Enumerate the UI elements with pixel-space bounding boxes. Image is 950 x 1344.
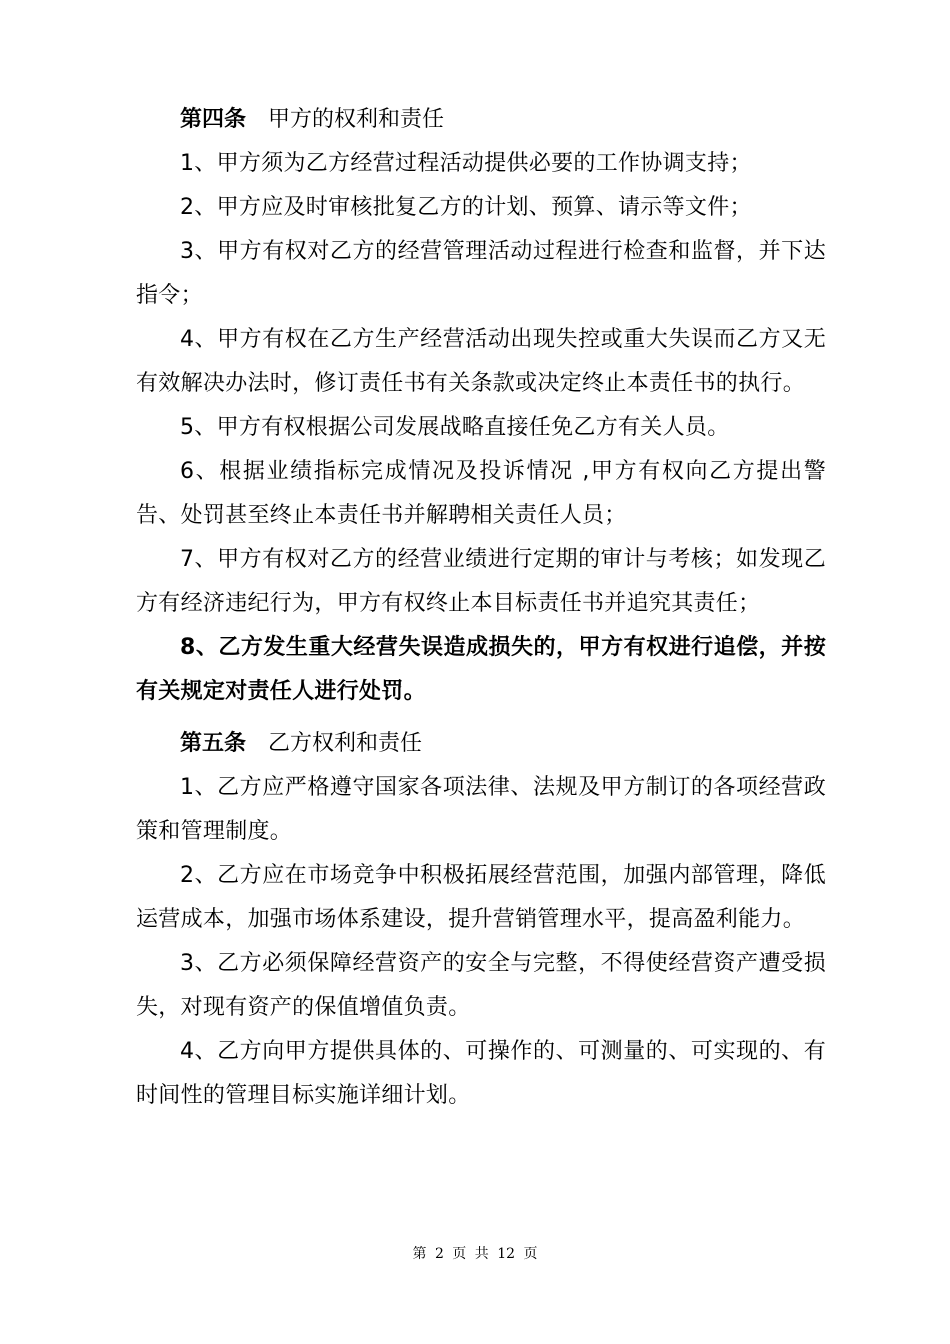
article-5-section — [136, 722, 826, 1118]
article-4-item-2: 2、甲方应及时审核批复乙方的计划、预算、请示等文件； — [180, 195, 752, 220]
article-4-item-4: 4、甲方有权在乙方生产经营活动出现失控或重大失误而乙方又无有效解决办法时，修订责任书有关条款或决定终止本责任书的执行。 — [136, 327, 826, 396]
article-5-item-1: 1、乙方应严格遵守国家各项法律、法规及甲方制订的各项经营政策和管理制度。 — [136, 775, 826, 844]
article-5-heading — [180, 722, 826, 766]
article-5-item-2: 2、乙方应在市场竞争中积极拓展经营范围，加强内部管理，降低运营成本，加强市场体系建设，提升营销管理水平，提高盈利能力。 — [136, 863, 826, 932]
page-footer: 第 2 页 共 12 页 — [412, 1246, 538, 1262]
article-4-item-7: 7、甲方有权对乙方的经营业绩进行定期的审计与考核；如发现乙方有经济违纪行为，甲方有权终止本目标责任书并追究其责任； — [136, 547, 826, 616]
document-body — [136, 98, 826, 1118]
article-4-item-6: 6、根据业绩指标完成情况及投诉情况 ,甲方有权向乙方提出警告、处罚甚至终止本责任书并解聘相关责任人员； — [136, 459, 826, 528]
article-4-section — [136, 98, 826, 714]
article-4-title: 甲方的权利和责任 — [268, 107, 445, 132]
article-4-item-3: 3、甲方有权对乙方的经营管理活动过程进行检查和监督，并下达指令； — [136, 239, 826, 308]
article-5-item-3: 3、乙方必须保障经营资产的安全与完整，不得使经营资产遭受损失，对现有资产的保值增值负责。 — [136, 951, 826, 1020]
article-4-item-1: 1、甲方须为乙方经营过程活动提供必要的工作协调支持； — [180, 151, 752, 176]
article-5-title: 乙方权利和责任 — [268, 731, 423, 756]
article-4-heading — [180, 98, 826, 142]
article-5-item-4: 4、乙方向甲方提供具体的、可操作的、可测量的、可实现的、有时间性的管理目标实施详细计划。 — [136, 1039, 826, 1108]
article-4-item-5: 5、甲方有权根据公司发展战略直接任免乙方有关人员。 — [180, 415, 730, 440]
article-5-number: 第五条 — [180, 731, 247, 756]
article-4-number: 第四条 — [180, 107, 247, 132]
article-4-item-8: 8、乙方发生重大经营失误造成损失的，甲方有权进行追偿，并按有关规定对责任人进行处罚。 — [136, 635, 826, 704]
